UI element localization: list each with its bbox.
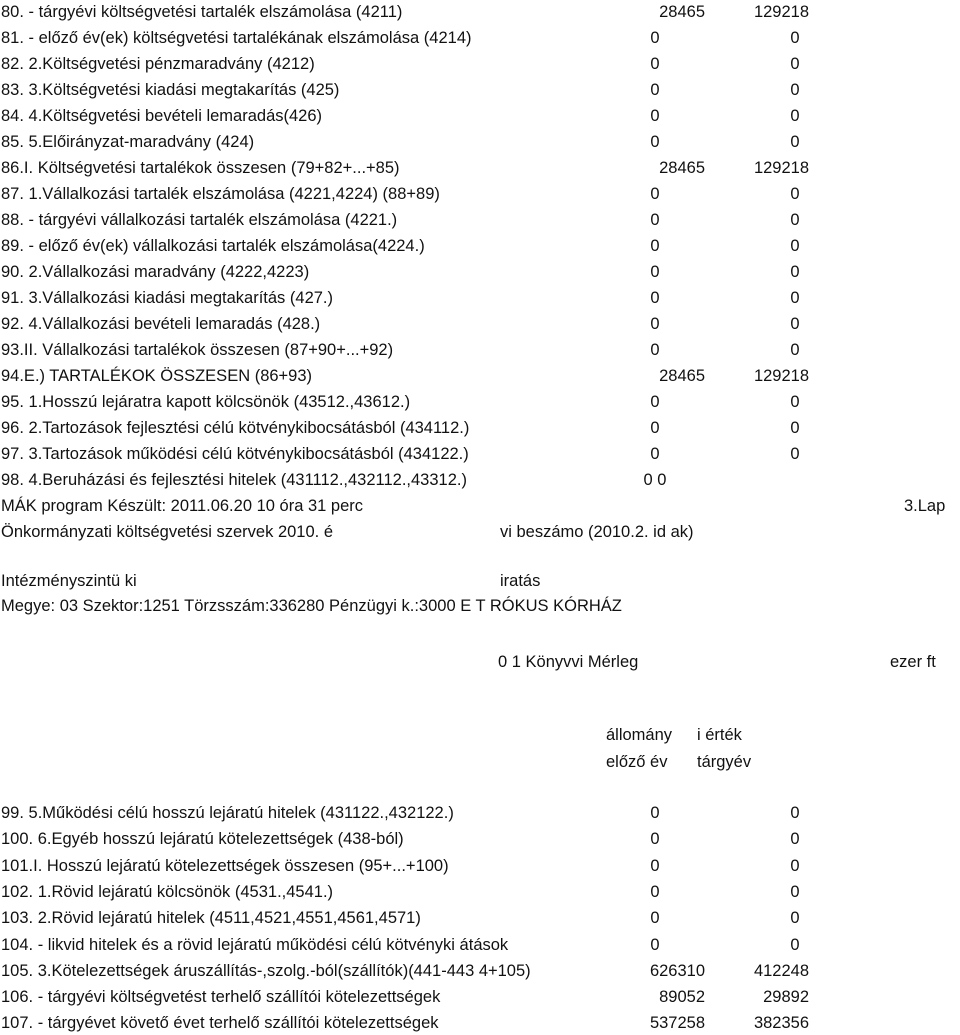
value-current-year: 0 [790,237,800,255]
row-label: 82. 2.Költségvetési pénzmaradvány (4212) [1,55,315,73]
identification-line: Megye: 03 Szektor:1251 Törzsszám:336280 Pénzügyi k.:3000 E T RÓKUS KÓRHÁZ [1,597,622,615]
value-previous-year: 0 [650,445,660,463]
value-previous-year: 0 [650,935,660,954]
row-label: 97. 3.Tartozások működési célú kötvénykibocsátásból (434122.) [1,445,469,463]
row-label: 91. 3.Vállalkozási kiadási megtakarítás (427.) [1,289,333,307]
value-previous-year: 0 [650,393,660,411]
value-previous-year: 0 [650,29,660,47]
row-label: 95. 1.Hosszú lejáratra kapott kölcsönök (43512.,43612.) [1,393,411,411]
table-row [0,286,960,310]
value-previous-year: 0 [650,81,660,99]
value-previous-year: 0 [650,211,660,229]
table-row [0,78,960,102]
row-label: 99. 5.Működési célú hosszú lejáratú hitelek (431122.,432122.) [1,804,454,822]
value-current-year: 0 [790,419,800,437]
row-label: 100. 6.Egyéb hosszú lejáratú kötelezettségek (438-ból) [1,830,404,849]
row-label: 81. - előző év(ek) költségvetési tartalékának elszámolása (4214) [1,29,472,47]
row-label: 92. 4.Vállalkozási bevételi lemaradás (428.) [1,315,321,333]
table-row [0,156,960,180]
column-header-targyev: tárgyév [697,753,752,771]
value-current-year: 412248 [753,961,809,980]
row-label: 94.E.) TARTALÉKOK ÖSSZESEN (86+93) [1,367,313,385]
column-header-ertek: i érték [697,726,742,744]
report-title-right: vi beszámo (2010.2. id ak) [500,523,694,541]
row-label: 89. - előző év(ek) vállalkozási tartalék elszámolása(4224.) [1,237,425,255]
value-previous-year: 537258 [649,1014,705,1033]
row-label: 101.I. Hosszú lejáratú kötelezettségek összesen (95+...+100) [1,856,449,875]
table-row [0,390,960,414]
value-previous-year: 0 [650,107,660,125]
table-row [0,312,960,336]
value-current-year: 0 [790,185,800,203]
table-row [0,880,960,904]
row-label: 96. 2.Tartozások fejlesztési célú kötvénykibocsátásból (434112.) [1,419,470,437]
table-row [0,933,960,957]
value-current-year: 129218 [753,367,809,385]
table-row [0,985,960,1009]
value-current-year: 0 [790,107,800,125]
table-row [0,208,960,232]
table-row [0,0,960,24]
value-previous-year: 0 [650,419,660,437]
row-label: 93.II. Vállalkozási tartalékok összesen (87+90+...+92) [1,341,394,359]
row-label: 80. - tárgyévi költségvetési tartalék elszámolása (4211) [1,3,403,21]
value-current-year: 382356 [753,1014,809,1033]
value-current-year: 0 [790,445,800,463]
value-previous-year: 28465 [659,159,705,177]
report-title-left: Önkormányzati költségvetési szervek 2010. é [1,523,333,541]
value-current-year: 0 [790,315,800,333]
value-previous-year: 89052 [659,988,705,1007]
value-previous-year: 0 [650,341,660,359]
value-current-year: 0 [790,882,800,901]
table-row [0,260,960,284]
value-current-year: 0 [790,81,800,99]
table-row [0,182,960,206]
table-row [0,827,960,851]
table-row [0,26,960,50]
value-previous-year: 28465 [659,367,705,385]
row-label: 83. 3.Költségvetési kiadási megtakarítás (425) [1,81,340,99]
row-label: 103. 2.Rövid lejáratú hitelek (4511,4521,4551,4561,4571) [1,909,421,928]
value-previous-year: 0 0 [643,471,667,489]
mak-program-line: MÁK program Készült: 2011.06.20 10 óra 31 perc [1,497,363,515]
value-current-year: 129218 [753,159,809,177]
row-label: 87. 1.Vállalkozási tartalék elszámolása (4221,4224) (88+89) [1,185,440,203]
value-previous-year: 0 [650,237,660,255]
table-row [0,416,960,440]
value-current-year: 0 [790,55,800,73]
value-current-year: 0 [790,211,800,229]
value-previous-year: 0 [650,289,660,307]
value-current-year: 0 [790,830,800,849]
page-number: 3.Lap [904,497,946,515]
table-row [0,364,960,388]
row-label: 86.I. Költségvetési tartalékok összesen (79+82+...+85) [1,159,400,177]
value-current-year: 0 [790,29,800,47]
row-label: 90. 2.Vállalkozási maradvány (4222,4223) [1,263,310,281]
value-previous-year: 0 [650,263,660,281]
table-row [0,801,960,825]
value-current-year: 0 [790,935,800,954]
row-label: 106. - tárgyévi költségvetést terhelő szállítói kötelezettségek [1,988,441,1007]
table-row [0,52,960,76]
table-row [0,442,960,466]
table-row [0,906,960,930]
value-current-year: 0 [790,393,800,411]
table-row [0,1011,960,1035]
value-previous-year: 0 [650,133,660,151]
table-row [0,959,960,983]
table-row [0,338,960,362]
row-label: 84. 4.Költségvetési bevételi lemaradás(426) [1,107,323,125]
value-previous-year: 0 [650,856,660,875]
form-title: 0 1 Könyvvi Mérleg [498,653,639,671]
column-header-elozo-ev: előző év [606,753,668,771]
row-label: 107. - tárgyévet követő évet terhelő szállítói kötelezettségek [1,1014,439,1033]
value-previous-year: 626310 [649,961,705,980]
row-label: 104. - likvid hitelek és a rövid lejáratú működési célú kötvényki átások [1,935,509,954]
value-previous-year: 28465 [659,3,705,21]
value-current-year: 0 [790,133,800,151]
value-current-year: 0 [790,289,800,307]
value-previous-year: 0 [650,185,660,203]
value-current-year: 0 [790,856,800,875]
value-previous-year: 0 [650,882,660,901]
value-current-year: 0 [790,804,800,822]
value-previous-year: 0 [650,909,660,928]
row-label: 85. 5.Előirányzat-maradvány (424) [1,133,255,151]
unit-label: ezer ft [890,653,936,671]
institution-label-right: iratás [500,572,541,590]
table-row [0,130,960,154]
table-row [0,234,960,258]
row-label: 98. 4.Beruházási és fejlesztési hitelek (431112.,432112.,43312.) [1,471,467,489]
value-current-year: 0 [790,263,800,281]
value-previous-year: 0 [650,55,660,73]
value-current-year: 29892 [763,988,809,1007]
row-label: 105. 3.Kötelezettségek áruszállítás-,szolg.-ból(szállítók)(441-443 4+105) [1,961,531,980]
value-current-year: 0 [790,341,800,359]
row-label: 88. - tárgyévi vállalkozási tartalék elszámolása (4221.) [1,211,398,229]
value-current-year: 129218 [753,3,809,21]
institution-label-left: Intézményszintü ki [1,572,137,590]
value-previous-year: 0 [650,830,660,849]
table-row [0,468,960,492]
column-header-allomany: állomány [606,726,673,744]
value-previous-year: 0 [650,804,660,822]
row-label: 102. 1.Rövid lejáratú kölcsönök (4531.,4541.) [1,882,334,901]
table-row [0,104,960,128]
table-row [0,854,960,878]
value-previous-year: 0 [650,315,660,333]
value-current-year: 0 [790,909,800,928]
